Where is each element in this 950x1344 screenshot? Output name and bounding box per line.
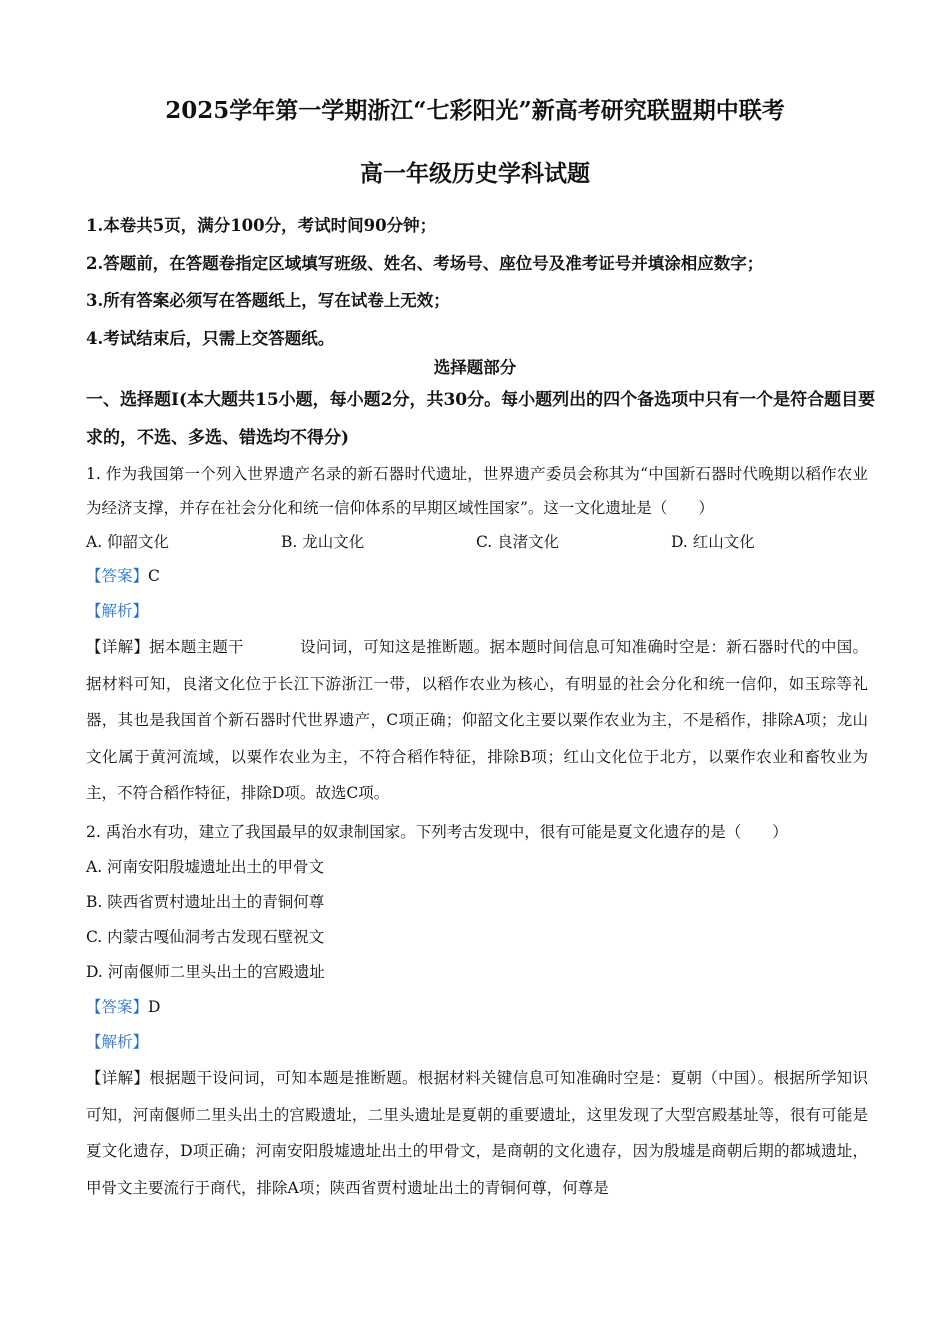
answer-line — [86, 990, 868, 1025]
instruction-item: 4.考试结束后，只需上交答题纸。 — [86, 328, 335, 348]
option-d: D. 红山文化 — [671, 533, 755, 551]
option-c: C. 内蒙古嘎仙洞考古发现石壁祝文 — [86, 928, 325, 946]
option-c: C. 良渚文化 — [476, 533, 560, 551]
answer-label: 【答案】 — [86, 567, 149, 585]
instructions — [86, 207, 876, 357]
detail-text — [86, 629, 868, 812]
analysis-label: 【解析】 — [86, 602, 149, 620]
instruction-item: 2.答题前，在答题卷指定区域填写班级、姓名、考场号、座位号及准考证号并填涂相应数字； — [86, 253, 764, 273]
instruction-item: 3.所有答案必须写在答题纸上，写在试卷上无效； — [86, 291, 450, 310]
question-1 — [86, 457, 868, 812]
exam-title: 2025学年第一学期浙江“七彩阳光”新高考研究联盟期中联考 — [165, 97, 785, 124]
answer-value: C — [148, 567, 160, 585]
section-heading: 一、选择题Ⅰ(本大题共15小题，每小题2分，共30分。每小题列出的四个备选项中只有一个是符合题目要求的，不选、多选、错选均不得分) — [86, 390, 876, 448]
detail-label: 【详解】 — [86, 638, 150, 656]
question-stem: 1. 作为我国第一个列入世界遗产名录的新石器时代遗址，世界遗产委员会称其为“中国新石器时代晚期以稻作农业为经济支撑，并存在社会分化和统一信仰体系的早期区域性国家”。这一文化遗址是（ ） — [86, 465, 868, 517]
option-list — [86, 525, 868, 559]
detail-body: 设问词，可知这是推断题。据本题时间信息可知准确时空是：新石器时代的中国。据材料可知，良渚文化位于长江下游浙江一带，以稻作农业为核心，有明显的社会分化和统一信仰，如玉琮等礼器，其也是我国首个新石器时代世界遗产，C项正确；仰韶文化主要以粟作农业为主，不是稻作，排除A项；龙山文化属于黄河流域，以粟作农业为主，不符合稻作特征，排除B项；红山文化位于北方，以粟作农业和畜牧业为主，不符合稻作特征，排除D项。故选C项。 — [86, 638, 868, 802]
question-stem: 2. 禹治水有功，建立了我国最早的奴隶制国家。下列考古发现中，很有可能是夏文化遗存的是（ ） — [86, 823, 788, 841]
answer-value: D — [148, 998, 161, 1016]
detail-lead: 据本题主题干 — [149, 638, 244, 656]
section-title: 选择题部分 — [433, 358, 517, 377]
option-b: B. 龙山文化 — [281, 533, 365, 551]
instruction-item: 1.本卷共5页，满分100分，考试时间90分钟； — [86, 216, 437, 235]
question-2 — [86, 815, 868, 1206]
detail-text — [86, 1060, 868, 1206]
option-b: B. 陕西省贾村遗址出土的青铜何尊 — [86, 893, 325, 911]
option-a: A. 仰韶文化 — [86, 533, 170, 551]
option-a: A. 河南安阳殷墟遗址出土的甲骨文 — [86, 858, 325, 876]
analysis-label: 【解析】 — [86, 1033, 149, 1051]
exam-subtitle: 高一年级历史学科试题 — [360, 160, 590, 187]
detail-label: 【详解】 — [86, 1069, 150, 1087]
answer-label: 【答案】 — [86, 998, 149, 1016]
option-d: D. 河南偃师二里头出土的宫殿遗址 — [86, 963, 325, 981]
answer-line — [86, 559, 868, 594]
detail-body: 根据题干设问词，可知本题是推断题。根据材料关键信息可知准确时空是：夏朝（中国）。根据所学知识可知，河南偃师二里头出土的宫殿遗址，二里头遗址是夏朝的重要遗址，这里发现了大型宫殿基址等，很有可能是夏文化遗存，D项正确；河南安阳殷墟遗址出土的甲骨文，是商朝的文化遗存，因为殷墟是商朝后期的都城遗址，甲骨文主要流行于商代，排除A项；陕西省贾村遗址出土的青铜何尊，何尊是 — [86, 1069, 868, 1197]
